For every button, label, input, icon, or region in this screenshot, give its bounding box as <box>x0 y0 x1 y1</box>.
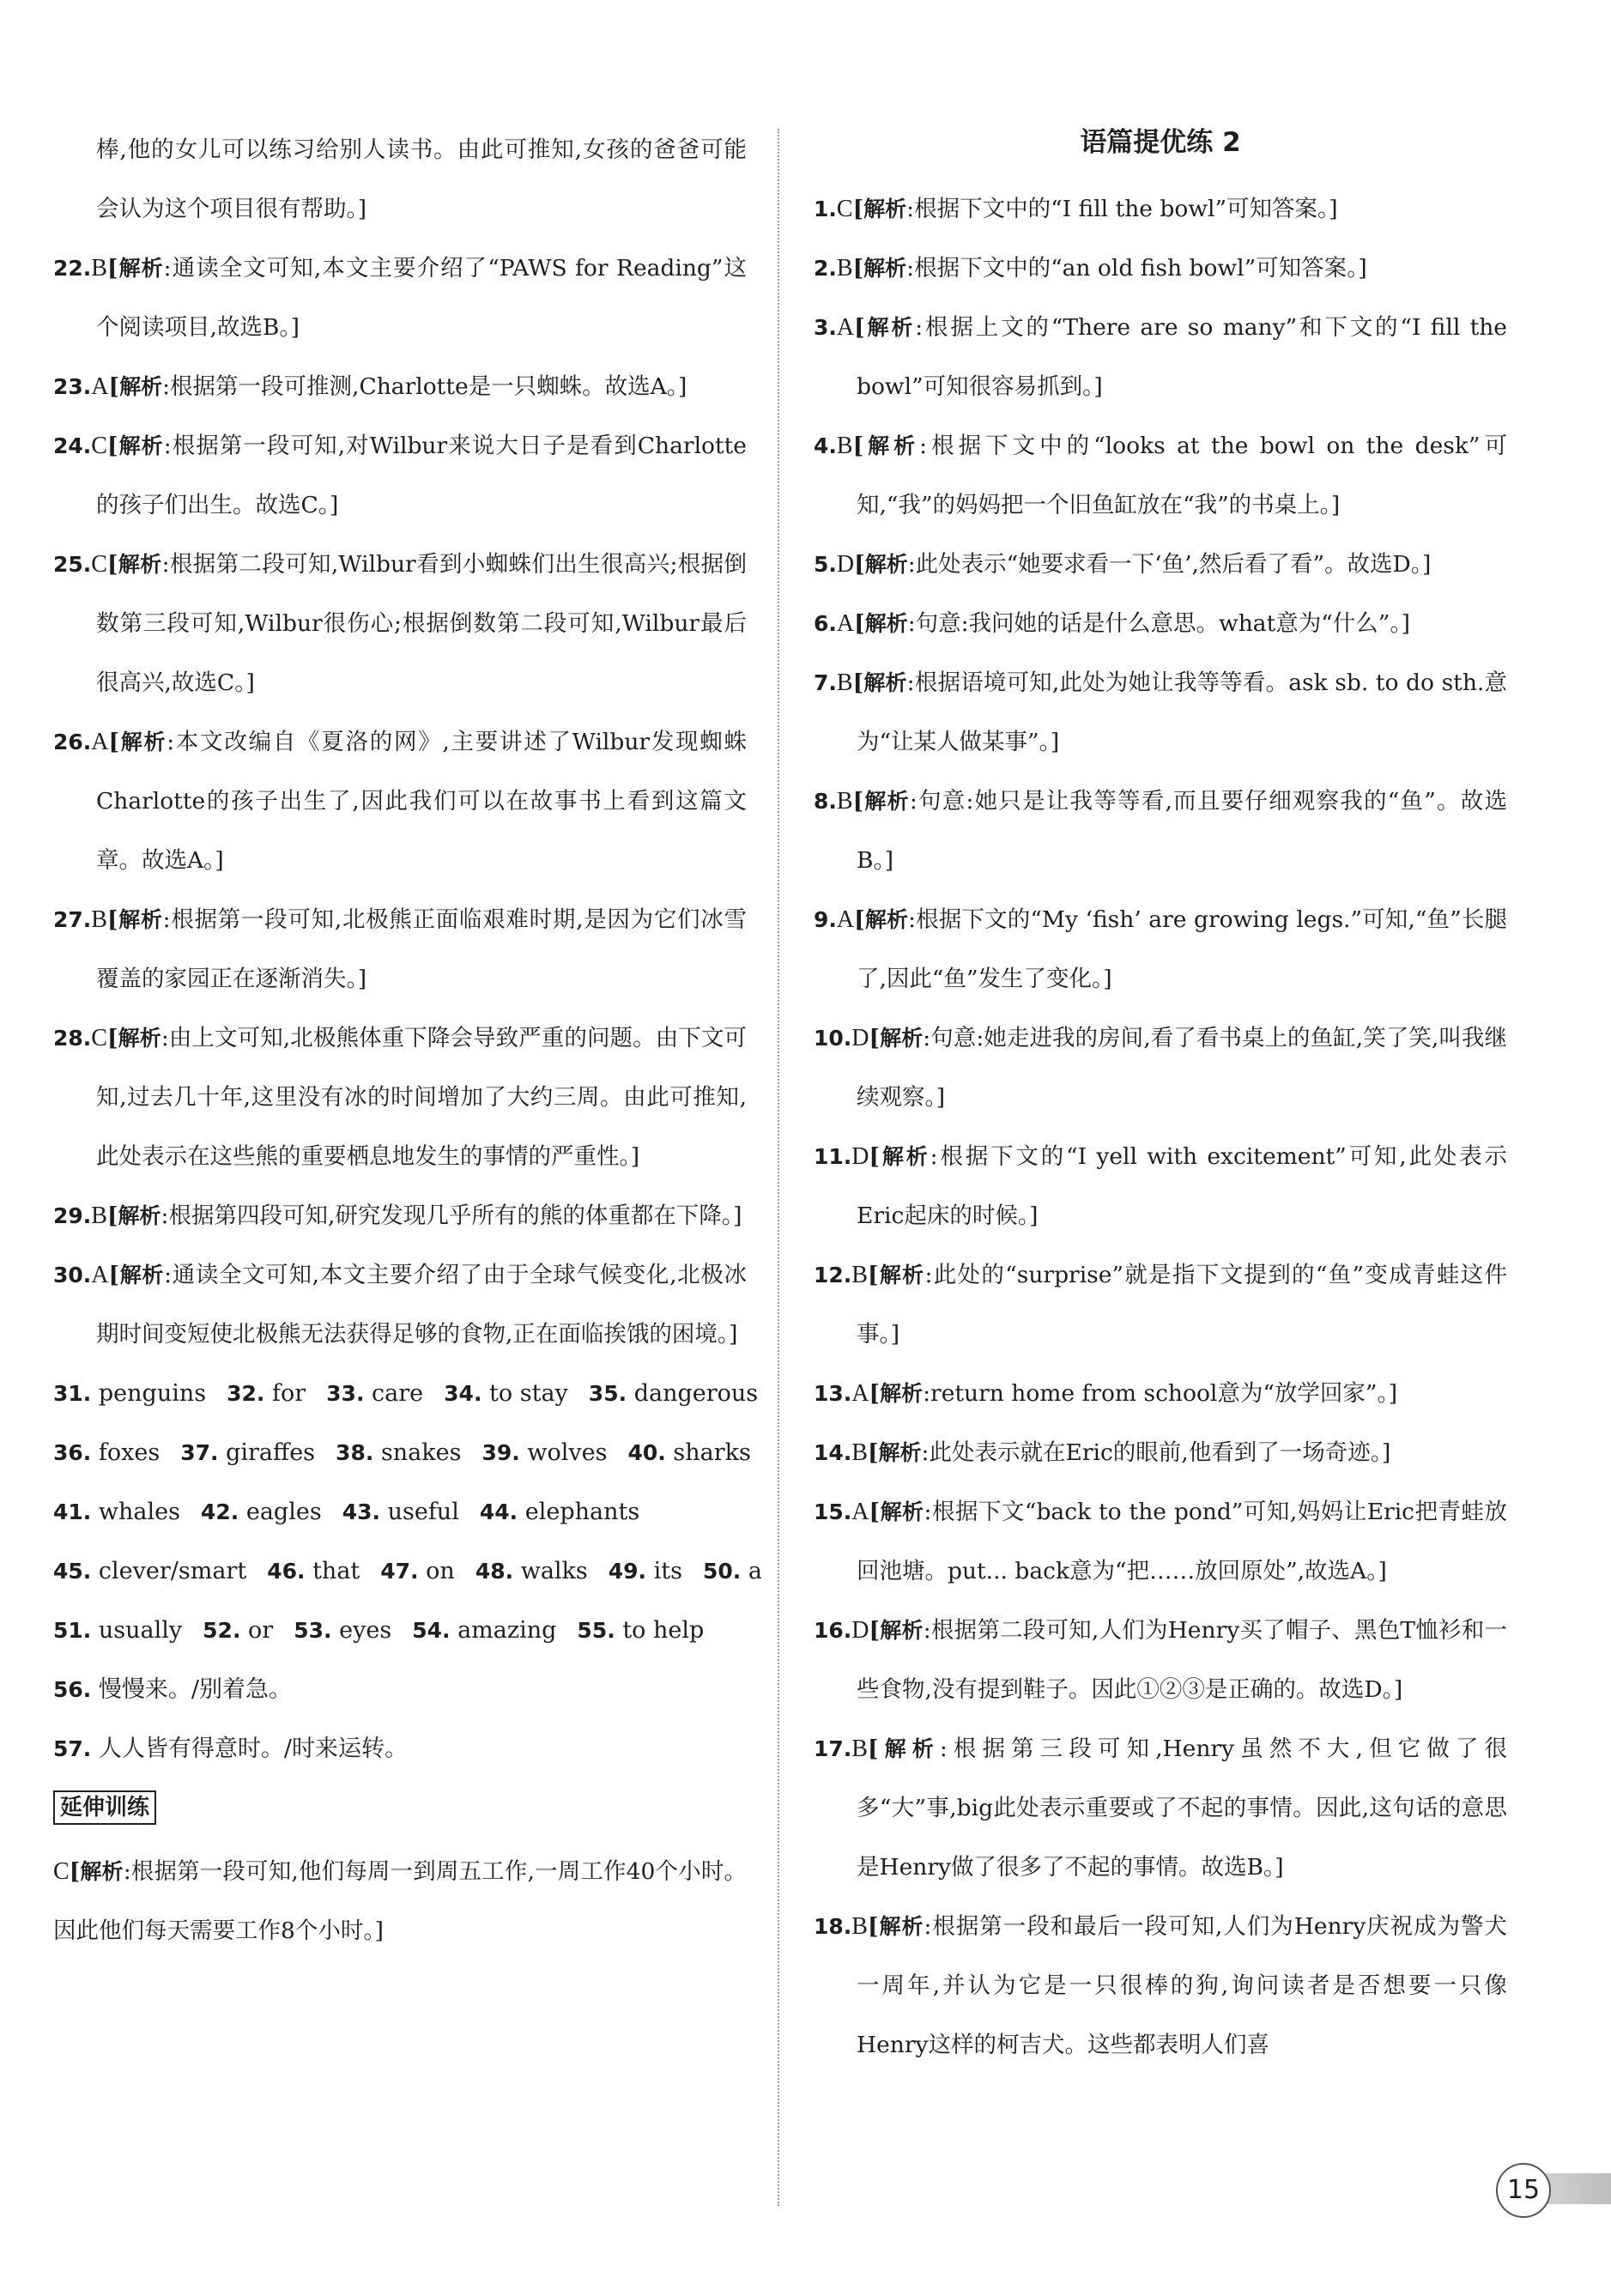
right-column <box>814 120 1507 2075</box>
question-item: 17.B[解析:根据第三段可知,Henry虽然不大,但它做了很多“大”事,big此处表示重要或了不起的事情。因此,这句话的意思是Henry做了很多了不起的事情。故选B。] <box>814 1736 1507 1881</box>
fill-number: 42. <box>200 1499 239 1524</box>
fill-answer <box>53 1423 160 1482</box>
question-number: 6. <box>814 611 837 636</box>
question-item: 25.C[解析:根据第二段可知,Wilbur看到小蜘蛛们出生很高兴;根据倒数第三段可知,Wilbur很伤心;根据倒数第二段可知,Wilbur最后很高兴,故选C。] <box>53 551 747 696</box>
analysis-text: :根据第二段可知,Wilbur看到小蜘蛛们出生很高兴;根据倒数第三段可知,Wilbur很伤心;根据倒数第二段可知,Wilbur最后很高兴,故选C。] <box>96 551 747 696</box>
question-number: 28. <box>53 1026 92 1051</box>
fill-answer <box>53 1660 292 1719</box>
fill-answer <box>53 1601 182 1660</box>
question-answer: A <box>91 729 109 755</box>
fill-answer <box>201 1482 322 1542</box>
analysis-text: :根据第二段可知,人们为Henry买了帽子、黑色T恤衫和一些食物,没有提到鞋子。因此①②③是正确的。故选D。] <box>857 1617 1507 1703</box>
column-divider <box>778 129 779 2206</box>
analysis-text: :句意:我问她的话是什么意思。what意为“什么”。] <box>907 610 1410 637</box>
fill-number: 38. <box>336 1440 374 1465</box>
analysis-label: 解析 <box>119 374 163 399</box>
fill-text: elephants <box>524 1499 640 1525</box>
question-item: 6.A[解析:句意:我问她的话是什么意思。what意为“什么”。] <box>814 610 1410 637</box>
fill-text: walks <box>520 1558 588 1584</box>
fill-text: sharks <box>673 1439 751 1466</box>
analysis-label: 解析 <box>880 1144 930 1169</box>
fill-answer <box>609 1542 682 1601</box>
fill-text: giraffes <box>226 1439 316 1466</box>
question-answer: A <box>91 1262 109 1288</box>
fill-number: 52. <box>203 1618 241 1643</box>
question-answer: A <box>851 1499 869 1525</box>
question-answer: C <box>91 433 107 459</box>
fill-number: 56. <box>53 1677 92 1702</box>
analysis-label: 解析 <box>118 433 164 458</box>
fill-number: 34. <box>444 1381 482 1406</box>
analysis-text: :根据上文的“There are so many”和下文的“I fill the bowl”可知很容易抓到。] <box>857 314 1507 400</box>
fill-number: 31. <box>53 1381 92 1406</box>
analysis-text: :根据第一段可知,对Wilbur来说大日子是看到Charlotte的孩子们出生。故选C。] <box>96 433 747 518</box>
analysis-label: 解析 <box>118 1203 161 1228</box>
analysis-text: :根据下文“back to the pond”可知,妈妈让Eric把青蛙放回池塘。put... back意为“把……放回原处”,故选A。] <box>857 1499 1507 1584</box>
question-item: 5.D[解析:此处表示“她要求看一下‘鱼’,然后看了看”。故选D。] <box>814 551 1432 578</box>
question-item: 24.C[解析:根据第一段可知,对Wilbur来说大日子是看到Charlotte的孩子们出生。故选C。] <box>53 433 747 518</box>
fill-answer <box>703 1542 762 1601</box>
fill-answer <box>180 1423 315 1482</box>
question-answer: C <box>836 196 853 222</box>
question-number: 2. <box>814 256 837 281</box>
question-number: 7. <box>814 670 837 695</box>
fill-row <box>53 1719 747 1778</box>
analysis-label: 解析 <box>863 670 907 695</box>
fill-row <box>53 1423 751 1482</box>
right-question-list <box>814 179 1507 2075</box>
analysis-text: :根据语境可知,此处为她让我等等看。ask sb. to do sth.意为“让某人做某事”。] <box>857 669 1507 755</box>
fill-text: usually <box>98 1617 183 1644</box>
analysis-label: 解析 <box>864 552 908 577</box>
fill-answer <box>412 1601 556 1660</box>
analysis-label: 解析 <box>864 315 916 340</box>
question-answer: B <box>836 669 853 696</box>
fill-number: 51. <box>53 1618 92 1643</box>
fill-in-answers <box>53 1364 762 1778</box>
fill-text: eyes <box>339 1617 392 1644</box>
fill-number: 50. <box>703 1559 742 1584</box>
question-item: 10.D[解析:句意:她走进我的房间,看了看书桌上的鱼缸,笑了笑,叫我继续观察。] <box>814 1025 1507 1111</box>
section-title: 语篇提优练 2 <box>1080 127 1241 158</box>
fill-text: clever/smart <box>98 1558 247 1584</box>
fill-text: to stay <box>489 1380 568 1407</box>
analysis-text: :句意:她只是让我等等看,而且要仔细观察我的“鱼”。故选B。] <box>857 788 1507 874</box>
fill-number: 57. <box>53 1736 92 1761</box>
question-item: 3.A[解析:根据上文的“There are so many”和下文的“I fill the bowl”可知很容易抓到。] <box>814 314 1507 400</box>
fill-number: 47. <box>380 1559 419 1584</box>
fill-row <box>53 1660 747 1719</box>
question-answer: A <box>836 314 855 341</box>
analysis-text: :此处表示“她要求看一下‘鱼’,然后看了看”。故选D。] <box>907 551 1432 578</box>
question-number: 5. <box>814 552 837 577</box>
question-number: 9. <box>814 907 837 932</box>
analysis-label: 解析 <box>863 197 907 221</box>
analysis-text: :根据第一段和最后一段可知,人们为Henry庆祝成为警犬一周年,并认为它是一只很棒的狗,询问读者是否想要一只像Henry这样的柯吉犬。这些都表明人们喜 <box>857 1913 1507 2058</box>
analysis-label: 解析 <box>118 1026 161 1051</box>
question-item: 8.B[解析:句意:她只是让我等等看,而且要仔细观察我的“鱼”。故选B。] <box>814 788 1507 874</box>
question-number: 15. <box>814 1499 852 1524</box>
question-item: 15.A[解析:根据下文“back to the pond”可知,妈妈让Eric把青蛙放回池塘。put... back意为“把……放回原处”,故选A。] <box>814 1499 1507 1584</box>
question-item: 22.B[解析:通读全文可知,本文主要介绍了“PAWS for Reading”这个阅读项目,故选B。] <box>53 255 747 341</box>
analysis-label: 解析 <box>880 1381 924 1406</box>
fill-answer <box>342 1482 459 1542</box>
question-answer: A <box>851 1380 869 1407</box>
left-question-list <box>53 239 747 1364</box>
fill-text: its <box>653 1558 682 1584</box>
question-answer: D <box>836 551 855 578</box>
analysis-label: 解析 <box>878 1440 922 1465</box>
question-number: 8. <box>814 789 837 814</box>
question-item: 26.A[解析:本文改编自《夏洛的网》,主要讲述了Wilbur发现蜘蛛Charlotte的孩子出生了,因此我们可以在故事书上看到这篇文章。故选A。] <box>53 729 747 874</box>
fill-answer <box>326 1364 423 1423</box>
question-number: 1. <box>814 197 837 221</box>
question-answer: B <box>851 1913 868 1940</box>
question-answer: A <box>836 906 855 933</box>
question-answer: B <box>91 1203 107 1229</box>
fill-answer <box>227 1364 306 1423</box>
fill-text: foxes <box>98 1439 160 1466</box>
question-answer: A <box>91 373 109 400</box>
question-number: 17. <box>814 1736 852 1761</box>
analysis-label: 解析 <box>878 1263 925 1287</box>
question-number: 11. <box>814 1144 852 1169</box>
analysis-label: 解析 <box>863 433 920 458</box>
fill-answer <box>53 1482 180 1542</box>
fill-answer <box>577 1601 704 1660</box>
analysis-text: :根据下文的“I yell with excitement”可知,此处表示Eric起床的时候。] <box>857 1143 1507 1229</box>
question-item: 11.D[解析:根据下文的“I yell with excitement”可知,此处表示Eric起床的时候。] <box>814 1143 1507 1229</box>
fill-answer <box>294 1601 391 1660</box>
analysis-label: 解析 <box>880 1618 924 1643</box>
fill-number: 45. <box>53 1559 92 1584</box>
question-number: 13. <box>814 1381 852 1406</box>
analysis-text: :此处的“surprise”就是指下文提到的“鱼”变成青蛙这件事。] <box>857 1262 1507 1348</box>
analysis-label: 解析 <box>863 789 910 814</box>
analysis-text: :根据第三段可知,Henry虽然不大,但它做了很多“大”事,big此处表示重要或了不起的事情。因此,这句话的意思是Henry做了很多了不起的事情。故选B。] <box>857 1736 1507 1881</box>
analysis-label: 解析 <box>880 1499 924 1524</box>
question-answer: B <box>851 1262 868 1288</box>
question-answer: C <box>91 1025 107 1051</box>
analysis-text: :通读全文可知,本文主要介绍了“PAWS for Reading”这个阅读项目,故选B。] <box>96 255 747 341</box>
fill-number: 41. <box>53 1499 92 1524</box>
fill-text: whales <box>98 1499 180 1525</box>
analysis-text: :根据第一段可知,北极熊正面临艰难时期,是因为它们冰雪覆盖的家园正在逐渐消失。] <box>96 906 747 992</box>
question-answer: C <box>91 551 107 578</box>
fill-answer <box>336 1423 461 1482</box>
question-answer: B <box>91 906 107 933</box>
fill-answer <box>627 1423 750 1482</box>
question-answer: B <box>836 788 853 815</box>
analysis-label: 解析 <box>864 611 908 636</box>
question-item: 23.A[解析:根据第一段可推测,Charlotte是一只蜘蛛。故选A。] <box>53 373 687 400</box>
question-answer: B <box>836 433 853 459</box>
fill-answer <box>203 1601 273 1660</box>
question-item: 18.B[解析:根据第一段和最后一段可知,人们为Henry庆祝成为警犬一周年,并认为它是一只很棒的狗,询问读者是否想要一只像Henry这样的柯吉犬。这些都表明人们喜 <box>814 1913 1507 2058</box>
analysis-text: :此处表示就在Eric的眼前,他看到了一场奇迹。] <box>921 1439 1391 1466</box>
analysis-text: :根据下文中的“looks at the bowl on the desk”可知,“我”的妈妈把一个旧鱼缸放在“我”的书桌上。] <box>857 433 1507 518</box>
fill-text: snakes <box>380 1439 462 1466</box>
analysis-label: 解析 <box>119 1263 165 1287</box>
fill-answer <box>380 1542 455 1601</box>
question-answer: D <box>851 1617 869 1644</box>
fill-number: 53. <box>294 1618 332 1643</box>
analysis-text: :句意:她走进我的房间,看了看书桌上的鱼缸,笑了笑,叫我继续观察。] <box>857 1025 1507 1111</box>
fill-row <box>53 1364 759 1423</box>
fill-row <box>53 1482 747 1542</box>
question-item: 27.B[解析:根据第一段可知,北极熊正面临艰难时期,是因为它们冰雪覆盖的家园正在逐渐消失。] <box>53 906 747 992</box>
question-item: 30.A[解析:通读全文可知,本文主要介绍了由于全球气候变化,北极冰期时间变短使北极熊无法获得足够的食物,正在面临挨饿的困境。] <box>53 1262 747 1348</box>
question-item: 12.B[解析:此处的“surprise”就是指下文提到的“鱼”变成青蛙这件事。] <box>814 1262 1507 1348</box>
fill-number: 39. <box>481 1440 520 1465</box>
analysis-label: 解析 <box>80 1859 124 1884</box>
analysis-text: :由上文可知,北极熊体重下降会导致严重的问题。由下文可知,过去几十年,这里没有冰的时间增加了大约三周。由此可推知,此处表示在这些熊的重要栖息地发生的事情的严重性。] <box>96 1025 747 1170</box>
question-number: 26. <box>53 730 92 754</box>
fill-text: for <box>272 1380 306 1407</box>
analysis-label: 解析 <box>880 1026 924 1051</box>
question-number: 3. <box>814 315 837 340</box>
fill-answer <box>53 1542 246 1601</box>
analysis-text: :本文改编自《夏洛的网》,主要讲述了Wilbur发现蜘蛛Charlotte的孩子出生了,因此我们可以在故事书上看到这篇文章。故选A。] <box>96 729 747 874</box>
fill-answer <box>444 1364 568 1423</box>
question-answer: B <box>836 255 853 282</box>
question-number: 14. <box>814 1440 852 1465</box>
fill-number: 36. <box>53 1440 92 1465</box>
fill-text: that <box>312 1558 360 1584</box>
analysis-text: :根据下文中的“I fill the bowl”可知答案。] <box>906 196 1338 222</box>
analysis-label: 解析 <box>878 1914 924 1939</box>
question-number: 29. <box>53 1203 92 1228</box>
question-item: 29.B[解析:根据第四段可知,研究发现几乎所有的熊的体重都在下降。] <box>53 1203 742 1229</box>
question-number: 24. <box>53 433 92 458</box>
analysis-label: 解析 <box>878 1736 940 1761</box>
extension-title: 延伸训练 <box>53 1790 156 1825</box>
question-answer: B <box>91 255 107 282</box>
question-number: 22. <box>53 256 92 281</box>
extension-item: C[解析:根据第一段可知,他们每周一到周五工作,一周工作40个小时。因此他们每天需要工作8个小时。] <box>53 1858 747 1944</box>
analysis-text: :return home from school意为“放学回家”。] <box>923 1380 1398 1407</box>
left-column <box>53 120 762 1960</box>
fill-number: 49. <box>608 1559 647 1584</box>
fill-text: on <box>426 1558 455 1584</box>
question-number: 10. <box>814 1026 852 1051</box>
fill-text: a <box>748 1558 762 1584</box>
question-answer: B <box>851 1439 868 1466</box>
fill-number: 46. <box>267 1559 306 1584</box>
fill-text: 人人皆有得意时。/时来运转。 <box>98 1736 408 1762</box>
fill-text: penguins <box>98 1380 207 1407</box>
question-number: 23. <box>53 374 92 399</box>
fill-row <box>53 1601 747 1660</box>
fill-text: 慢慢来。/别着急。 <box>98 1676 292 1703</box>
analysis-label: 解析 <box>863 256 907 281</box>
question-number: 16. <box>814 1618 852 1643</box>
question-item: 14.B[解析:此处表示就在Eric的眼前,他看到了一场奇迹。] <box>814 1439 1391 1466</box>
analysis-text: :根据第一段可推测,Charlotte是一只蜘蛛。故选A。] <box>162 373 687 400</box>
fill-answer <box>481 1423 607 1482</box>
analysis-label: 解析 <box>864 907 909 932</box>
fill-row <box>53 1542 762 1601</box>
question-item: 1.C[解析:根据下文中的“I fill the bowl”可知答案。] <box>814 196 1338 222</box>
fill-text: amazing <box>457 1617 557 1644</box>
analysis-label: 解析 <box>118 552 162 577</box>
fill-text: dangerous <box>633 1380 759 1407</box>
fill-text: useful <box>387 1499 459 1525</box>
question-item: 4.B[解析:根据下文中的“looks at the bowl on the desk”可知,“我”的妈妈把一个旧鱼缸放在“我”的书桌上。] <box>814 433 1507 518</box>
fill-text: to help <box>622 1617 705 1644</box>
page-number: 15 <box>1496 2163 1551 2218</box>
fill-number: 54. <box>412 1618 451 1643</box>
fill-text: care <box>372 1380 424 1407</box>
question-item: 9.A[解析:根据下文的“My ‘fish’ are growing legs.”可知,“鱼”长腿了,因此“鱼”发生了变化。] <box>814 906 1507 992</box>
question-answer: A <box>836 610 855 637</box>
question-answer: D <box>851 1025 869 1051</box>
analysis-text: :根据下文中的“an old fish bowl”可知答案。] <box>906 255 1367 282</box>
fill-number: 43. <box>342 1499 380 1524</box>
fill-text: eagles <box>245 1499 322 1525</box>
fill-number: 44. <box>479 1499 518 1524</box>
fill-answer <box>53 1719 408 1778</box>
question-item: 2.B[解析:根据下文中的“an old fish bowl”可知答案。] <box>814 255 1367 282</box>
question-answer: D <box>851 1143 869 1170</box>
fill-answer <box>589 1364 758 1423</box>
analysis-text: :根据第四段可知,研究发现几乎所有的熊的体重都在下降。] <box>160 1203 742 1229</box>
fill-number: 37. <box>180 1440 219 1465</box>
continued-text: 棒,他的女儿可以练习给别人读书。由此可推知,女孩的爸爸可能会认为这个项目很有帮助。] <box>96 136 747 222</box>
fill-answer <box>480 1482 639 1542</box>
question-answer: B <box>851 1736 868 1762</box>
fill-number: 33. <box>326 1381 365 1406</box>
question-number: 4. <box>814 433 837 458</box>
question-item: 7.B[解析:根据语境可知,此处为她让我等等看。ask sb. to do sth.意为“让某人做某事”。] <box>814 669 1507 755</box>
fill-answer <box>53 1364 206 1423</box>
question-number: 18. <box>814 1914 852 1939</box>
analysis-label: 解析 <box>118 256 164 281</box>
fill-answer <box>475 1542 588 1601</box>
fill-answer <box>267 1542 360 1601</box>
question-number: 27. <box>53 907 92 932</box>
question-item: 13.A[解析:return home from school意为“放学回家”。] <box>814 1380 1398 1407</box>
analysis-text: :通读全文可知,本文主要介绍了由于全球气候变化,北极冰期时间变短使北极熊无法获得足够的食物,正在面临挨饿的困境。] <box>96 1262 747 1348</box>
question-number: 25. <box>53 552 92 577</box>
question-number: 30. <box>53 1263 92 1287</box>
fill-text: or <box>248 1617 274 1644</box>
analysis-label: 解析 <box>119 730 167 754</box>
fill-number: 35. <box>588 1381 627 1406</box>
fill-text: wolves <box>527 1439 608 1466</box>
analysis-label: 解析 <box>118 907 163 932</box>
question-number: 12. <box>814 1263 852 1287</box>
fill-number: 48. <box>475 1559 514 1584</box>
fill-number: 40. <box>627 1440 666 1465</box>
fill-number: 32. <box>227 1381 265 1406</box>
question-answer: C <box>53 1858 70 1885</box>
question-item: 28.C[解析:由上文可知,北极熊体重下降会导致严重的问题。由下文可知,过去几十年,这里没有冰的时间增加了大约三周。由此可推知,此处表示在这些熊的重要栖息地发生的事情的严重性。] <box>53 1025 747 1170</box>
question-item: 16.D[解析:根据第二段可知,人们为Henry买了帽子、黑色T恤衫和一些食物,没有提到鞋子。因此①②③是正确的。故选D。] <box>814 1617 1507 1703</box>
analysis-text: :根据第一段可知,他们每周一到周五工作,一周工作40个小时。因此他们每天需要工作8个小时。] <box>53 1858 747 1944</box>
analysis-text: :根据下文的“My ‘fish’ are growing legs.”可知,“鱼”长腿了,因此“鱼”发生了变化。] <box>857 906 1507 992</box>
fill-number: 55. <box>577 1618 615 1643</box>
